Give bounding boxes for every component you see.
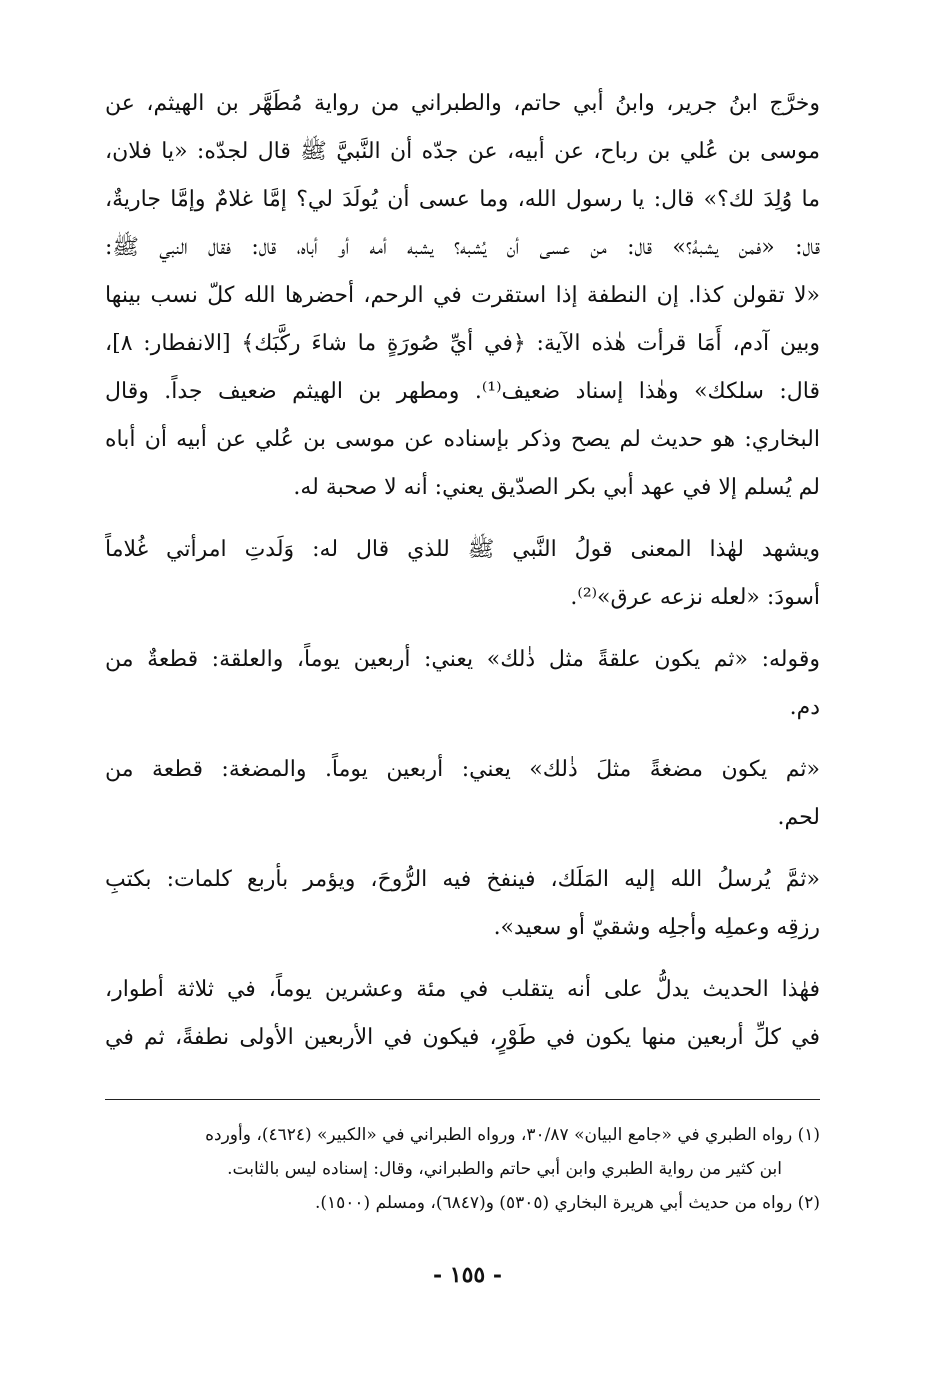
text-line: «لا تقولن كذا. إن النطفة إذا استقرت في الرحم، أحضرها الله كلّ نسب بينها — [105, 283, 820, 308]
text-line: «ثمَّ يُرسلُ الله إليه المَلَك، فينفخ فيه الرُّوحَ، ويؤمر بأربع كلمات: بكتبِ — [105, 867, 820, 892]
footnotes — [105, 1118, 820, 1220]
text-line: أسودَ: «لعله نزعه عرق»⁽²⁾. — [570, 585, 820, 610]
text-line: رزقِه وعملِه وأجلِه وشقيّ أو سعيد». — [493, 915, 820, 940]
footnote — [105, 1118, 820, 1186]
text-line: لحم. — [777, 805, 820, 830]
text-line: البخاري: هو حديث لم يصح وذكر بإسناده عن موسى بن عُلي عن أبيه أن أباه — [105, 427, 820, 452]
text-line: قال: سلكك» وهٰذا إسناد ضعيف⁽¹⁾. ومطهر بن الهيثم ضعيف جداً. وقال — [105, 379, 820, 404]
footnote — [105, 1186, 820, 1220]
text-line: «ثم يكون مضغةً مثلَ ذٰلك» يعني: أربعين يوماً. والمضغة: قطعة من — [105, 757, 820, 782]
text-line: موسى بن عُلي بن رباح، عن أبيه، عن جدّه أن النَّبيَّ ﷺ قال لجدّه: «يا فلان، — [105, 139, 820, 164]
paragraph — [105, 966, 820, 1062]
text-line: ما وُلِدَ لك؟» قال: يا رسول الله، وما عسى أن يُولَدَ لي؟ إمَّا غلامٌ وإمَّا جاريةٌ، — [105, 187, 820, 212]
text-line: وخرَّج ابنُ جرير، وابنُ أبي حاتم، والطبراني من رواية مُطَهَّر بن الهيثم، عن — [105, 91, 820, 116]
text-line: ويشهد لهٰذا المعنى قولُ النَّبي ﷺ للذي قال له: وَلَدتِ امرأتي غُلاماً — [105, 537, 820, 562]
paragraph — [105, 80, 820, 512]
footnote-line: ابن كثير من رواية الطبري وابن أبي حاتم والطبراني، وقال: إسناده ليس بالثابت. — [227, 1159, 782, 1179]
page-number: - ١٥٥ - — [432, 1262, 503, 1288]
footnote-line: (٢) رواه من حديث أبي هريرة البخاري (٥٣٠٥) و(٦٨٤٧)، ومسلم (١٥٠٠). — [314, 1193, 820, 1213]
text-line: وبين آدم، أَمَا قرأت هٰذه الآية: ﴿في أيِّ صُورَةٍ ما شاءَ ركَّبَك﴾ [الانفطار: ٨]، — [105, 331, 820, 356]
text-line: في كلِّ أربعين منها يكون في طَوْرٍ، فيكون في الأربعين الأولى نطفةً، ثم في — [105, 1025, 820, 1050]
footnote-separator — [105, 1099, 820, 1100]
text-line: قال: «فمن يشبهُ؟» قال: من عسى أن يُشبه؟ يشبه أمه أو أباه، قال: فقال النبي ﷺ: — [105, 235, 820, 260]
paragraph — [105, 636, 820, 732]
text-line: وقوله: «ثم يكون علقةً مثل ذٰلك» يعني: أربعين يوماً، والعلقة: قطعةٌ من — [105, 647, 820, 672]
text-line: فهٰذا الحديث يدلُّ على أنه يتقلب في مئة وعشرين يوماً، في ثلاثة أطوار، — [105, 977, 820, 1002]
text-line: لم يُسلم إلا في عهد أبي بكر الصدّيق يعني: أنه لا صحبة له. — [293, 475, 820, 500]
footnote-line: (١) رواه الطبري في «جامع البيان» ٣٠/٨٧، ورواه الطبراني في «الكبير» (٤٦٢٤)، وأورده — [205, 1125, 820, 1145]
text-line: دم. — [789, 695, 820, 720]
main-text — [105, 80, 820, 1062]
paragraph — [105, 746, 820, 842]
paragraph — [105, 526, 820, 622]
paragraph — [105, 856, 820, 952]
